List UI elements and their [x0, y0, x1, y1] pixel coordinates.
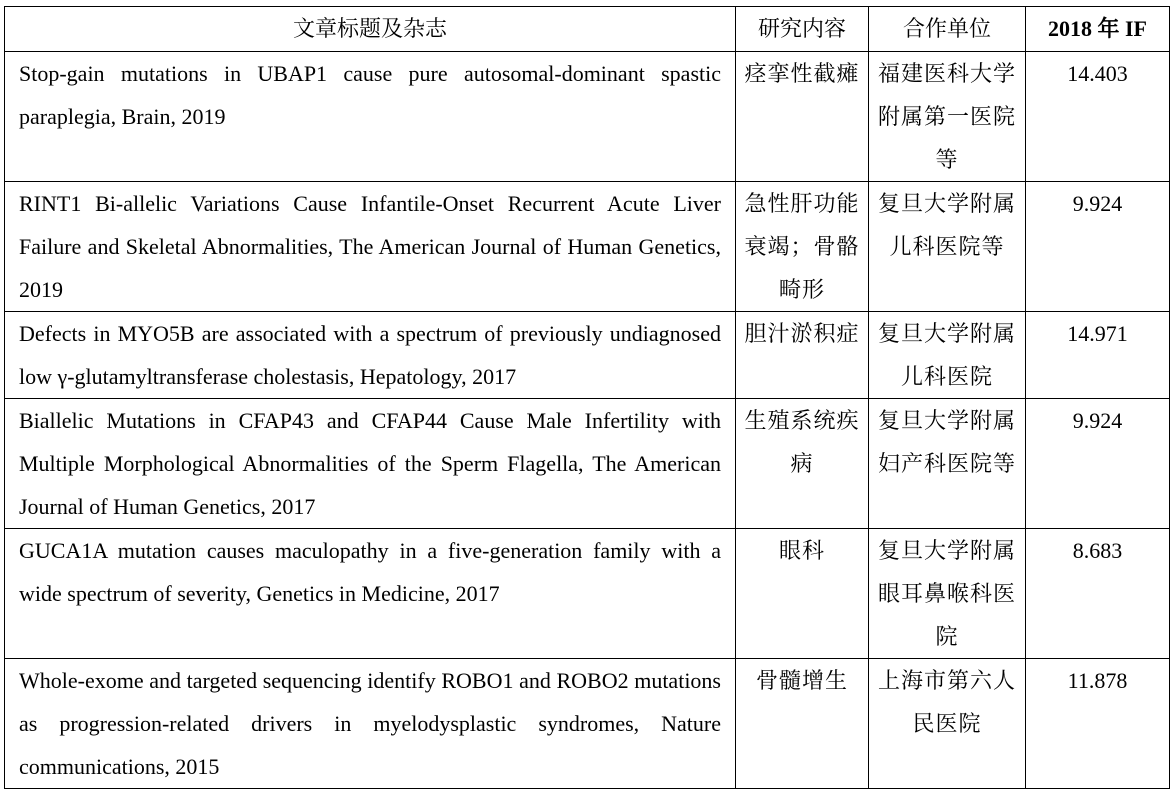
impact-factor: 14.403	[1026, 52, 1170, 182]
impact-factor: 9.924	[1026, 399, 1170, 529]
partner-institution: 复旦大学附属儿科医院等	[869, 182, 1026, 312]
table-row	[5, 659, 1170, 789]
partner-institution: 复旦大学附属眼耳鼻喉科医院	[869, 529, 1026, 659]
partner-institution: 上海市第六人民医院	[869, 659, 1026, 789]
header-impact-factor: 2018 年 IF	[1026, 7, 1170, 52]
article-title: Biallelic Mutations in CFAP43 and CFAP44 Cause Male Infertility with Multiple Morphological Abnormalities of the Sperm Flagella, The American Journal of Human Genetics, 2017	[5, 399, 736, 529]
header-research-content: 研究内容	[736, 7, 869, 52]
partner-institution: 复旦大学附属妇产科医院等	[869, 399, 1026, 529]
research-content: 生殖系统疾病	[736, 399, 869, 529]
publications-table	[4, 6, 1170, 789]
header-title: 文章标题及杂志	[5, 7, 736, 52]
article-title: Stop-gain mutations in UBAP1 cause pure autosomal-dominant spastic paraplegia, Brain, 2019	[5, 52, 736, 182]
research-content: 痉挛性截瘫	[736, 52, 869, 182]
impact-factor: 14.971	[1026, 312, 1170, 399]
article-title: GUCA1A mutation causes maculopathy in a five-generation family with a wide spectrum of severity, Genetics in Medicine, 2017	[5, 529, 736, 659]
table-row	[5, 312, 1170, 399]
research-content: 急性肝功能衰竭；骨骼畸形	[736, 182, 869, 312]
research-content: 胆汁淤积症	[736, 312, 869, 399]
article-title: Whole-exome and targeted sequencing identify ROBO1 and ROBO2 mutations as progression-related drivers in myelodysplastic syndromes, Nature communications, 2015	[5, 659, 736, 789]
research-content: 眼科	[736, 529, 869, 659]
table-row	[5, 182, 1170, 312]
table-row	[5, 52, 1170, 182]
impact-factor: 11.878	[1026, 659, 1170, 789]
table-row	[5, 529, 1170, 659]
article-title: Defects in MYO5B are associated with a spectrum of previously undiagnosed low γ-glutamyltransferase cholestasis, Hepatology, 2017	[5, 312, 736, 399]
article-title: RINT1 Bi-allelic Variations Cause Infantile-Onset Recurrent Acute Liver Failure and Skeletal Abnormalities, The American Journal of Human Genetics, 2019	[5, 182, 736, 312]
table-row	[5, 399, 1170, 529]
table-header-row	[5, 7, 1170, 52]
impact-factor: 8.683	[1026, 529, 1170, 659]
partner-institution: 复旦大学附属儿科医院	[869, 312, 1026, 399]
partner-institution: 福建医科大学附属第一医院等	[869, 52, 1026, 182]
header-partner: 合作单位	[869, 7, 1026, 52]
research-content: 骨髓增生	[736, 659, 869, 789]
impact-factor: 9.924	[1026, 182, 1170, 312]
